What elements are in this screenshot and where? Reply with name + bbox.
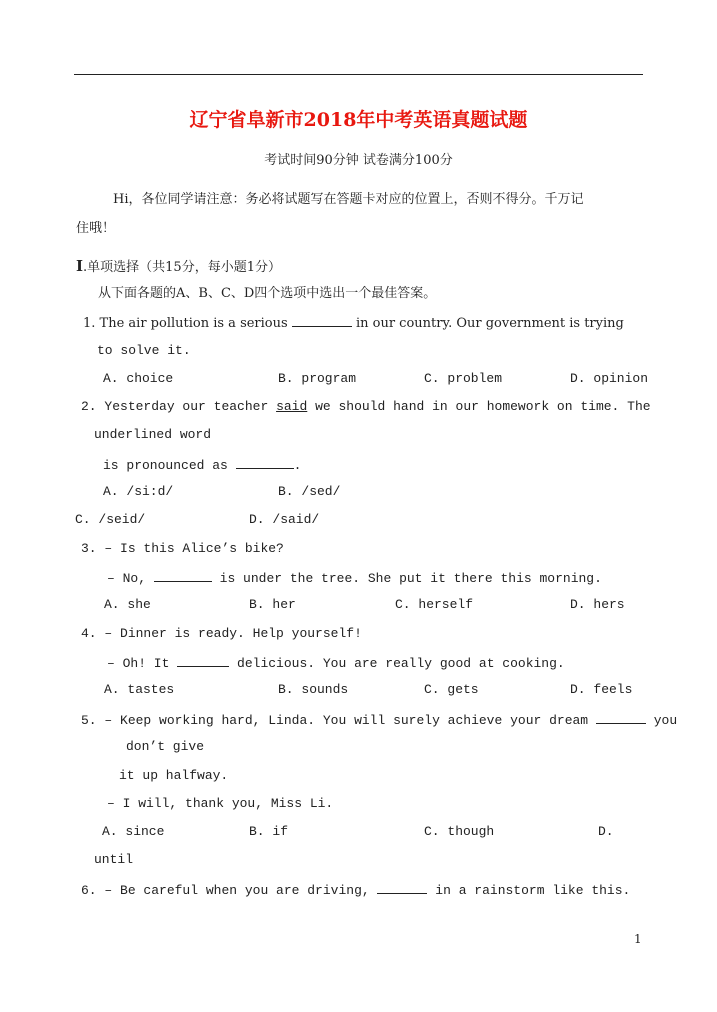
question-text: – Is this Alice’s bike? — [104, 541, 284, 556]
question-text: – Dinner is ready. Help yourself! — [104, 626, 362, 641]
question-text: – Be careful when you are driving, — [104, 883, 370, 898]
section-instruction: 从下面各题的A、B、C、D四个选项中选出一个最佳答案。 — [98, 286, 437, 301]
option-a: A. since — [102, 824, 165, 839]
notice-line-1: Hi，各位同学请注意：务必将试题写在答题卡对应的位置上，否则不得分。千万记 — [113, 192, 584, 207]
section-number: Ⅰ — [76, 257, 84, 275]
option-a: A. /si:d/ — [103, 484, 174, 499]
question-number: 1. — [83, 316, 96, 331]
option-d: D. /said/ — [249, 512, 320, 527]
option-a: A. she — [104, 597, 151, 612]
question-5-line-3: it up halfway. — [119, 768, 229, 783]
question-3-line-1 — [81, 539, 284, 559]
question-text: . — [293, 458, 302, 473]
question-4-line-2 — [107, 652, 565, 674]
option-c: C. gets — [424, 682, 479, 697]
answer-blank — [292, 312, 352, 327]
answer-blank — [154, 567, 212, 582]
question-number: 4. — [81, 626, 97, 641]
question-text: in a rainstorm like this. — [435, 883, 631, 898]
question-6-line-1 — [81, 879, 630, 901]
option-a: A. choice — [103, 371, 174, 386]
question-4-line-1 — [81, 624, 362, 644]
option-b: B. program — [278, 371, 357, 386]
question-text: you — [653, 713, 678, 728]
question-number: 3. — [81, 541, 97, 556]
page-title: 辽宁省阜新市2018年中考英语真题试题 — [189, 109, 528, 131]
option-b: B. her — [249, 597, 296, 612]
question-5-line-2: don’t give — [126, 739, 205, 754]
question-2-stem — [81, 397, 651, 417]
question-number: 2. — [81, 399, 97, 414]
section-title: .单项选择（共15分，每小题1分） — [83, 260, 281, 275]
option-d: D. feels — [570, 682, 633, 697]
option-a: A. tastes — [104, 682, 175, 697]
question-5-line-4: – I will, thank you, Miss Li. — [107, 796, 334, 811]
option-c: C. /seid/ — [75, 512, 146, 527]
question-2-stem-cont2 — [103, 454, 301, 476]
option-d: D. opinion — [570, 371, 649, 386]
question-text: – No, — [107, 571, 147, 586]
question-text: we should hand in our homework on time. The — [315, 399, 651, 414]
question-text: – Keep working hard, Linda. You will surely achieve your dream — [104, 713, 589, 728]
question-text: is under the tree. She put it there this morning. — [219, 571, 602, 586]
option-c: C. though — [424, 824, 495, 839]
answer-blank — [177, 652, 229, 667]
option-d: D. — [598, 824, 614, 839]
answer-blank — [236, 454, 294, 469]
question-1-stem-cont: to solve it. — [97, 343, 191, 358]
question-text: delicious. You are really good at cooking. — [237, 656, 565, 671]
question-text: Yesterday our teacher — [104, 399, 269, 414]
question-text: – Oh! It — [107, 656, 170, 671]
underlined-word: said — [276, 399, 308, 414]
question-number: 5. — [81, 713, 97, 728]
option-b: B. /sed/ — [278, 484, 341, 499]
answer-blank — [377, 879, 427, 894]
question-1-stem — [83, 312, 624, 334]
notice-line-2: 住哦！ — [76, 221, 116, 236]
question-text: in our country. Our government is trying — [355, 316, 624, 331]
option-b: B. sounds — [278, 682, 349, 697]
question-text: The air pollution is a serious — [99, 316, 288, 331]
option-c: C. herself — [395, 597, 474, 612]
option-c: C. problem — [424, 371, 503, 386]
question-text: is pronounced as — [103, 458, 228, 473]
question-number: 6. — [81, 883, 97, 898]
option-d-text: until — [94, 852, 134, 867]
option-d: D. hers — [570, 597, 625, 612]
page-number: 1 — [634, 932, 642, 946]
question-3-line-2 — [107, 567, 602, 589]
question-5-line-1 — [81, 709, 677, 731]
section-heading — [76, 256, 281, 278]
answer-blank — [596, 709, 646, 724]
question-2-stem-cont: underlined word — [94, 427, 212, 442]
option-b: B. if — [249, 824, 289, 839]
header-rule — [74, 74, 643, 75]
exam-time-info: 考试时间90分钟 试卷满分100分 — [264, 153, 453, 168]
